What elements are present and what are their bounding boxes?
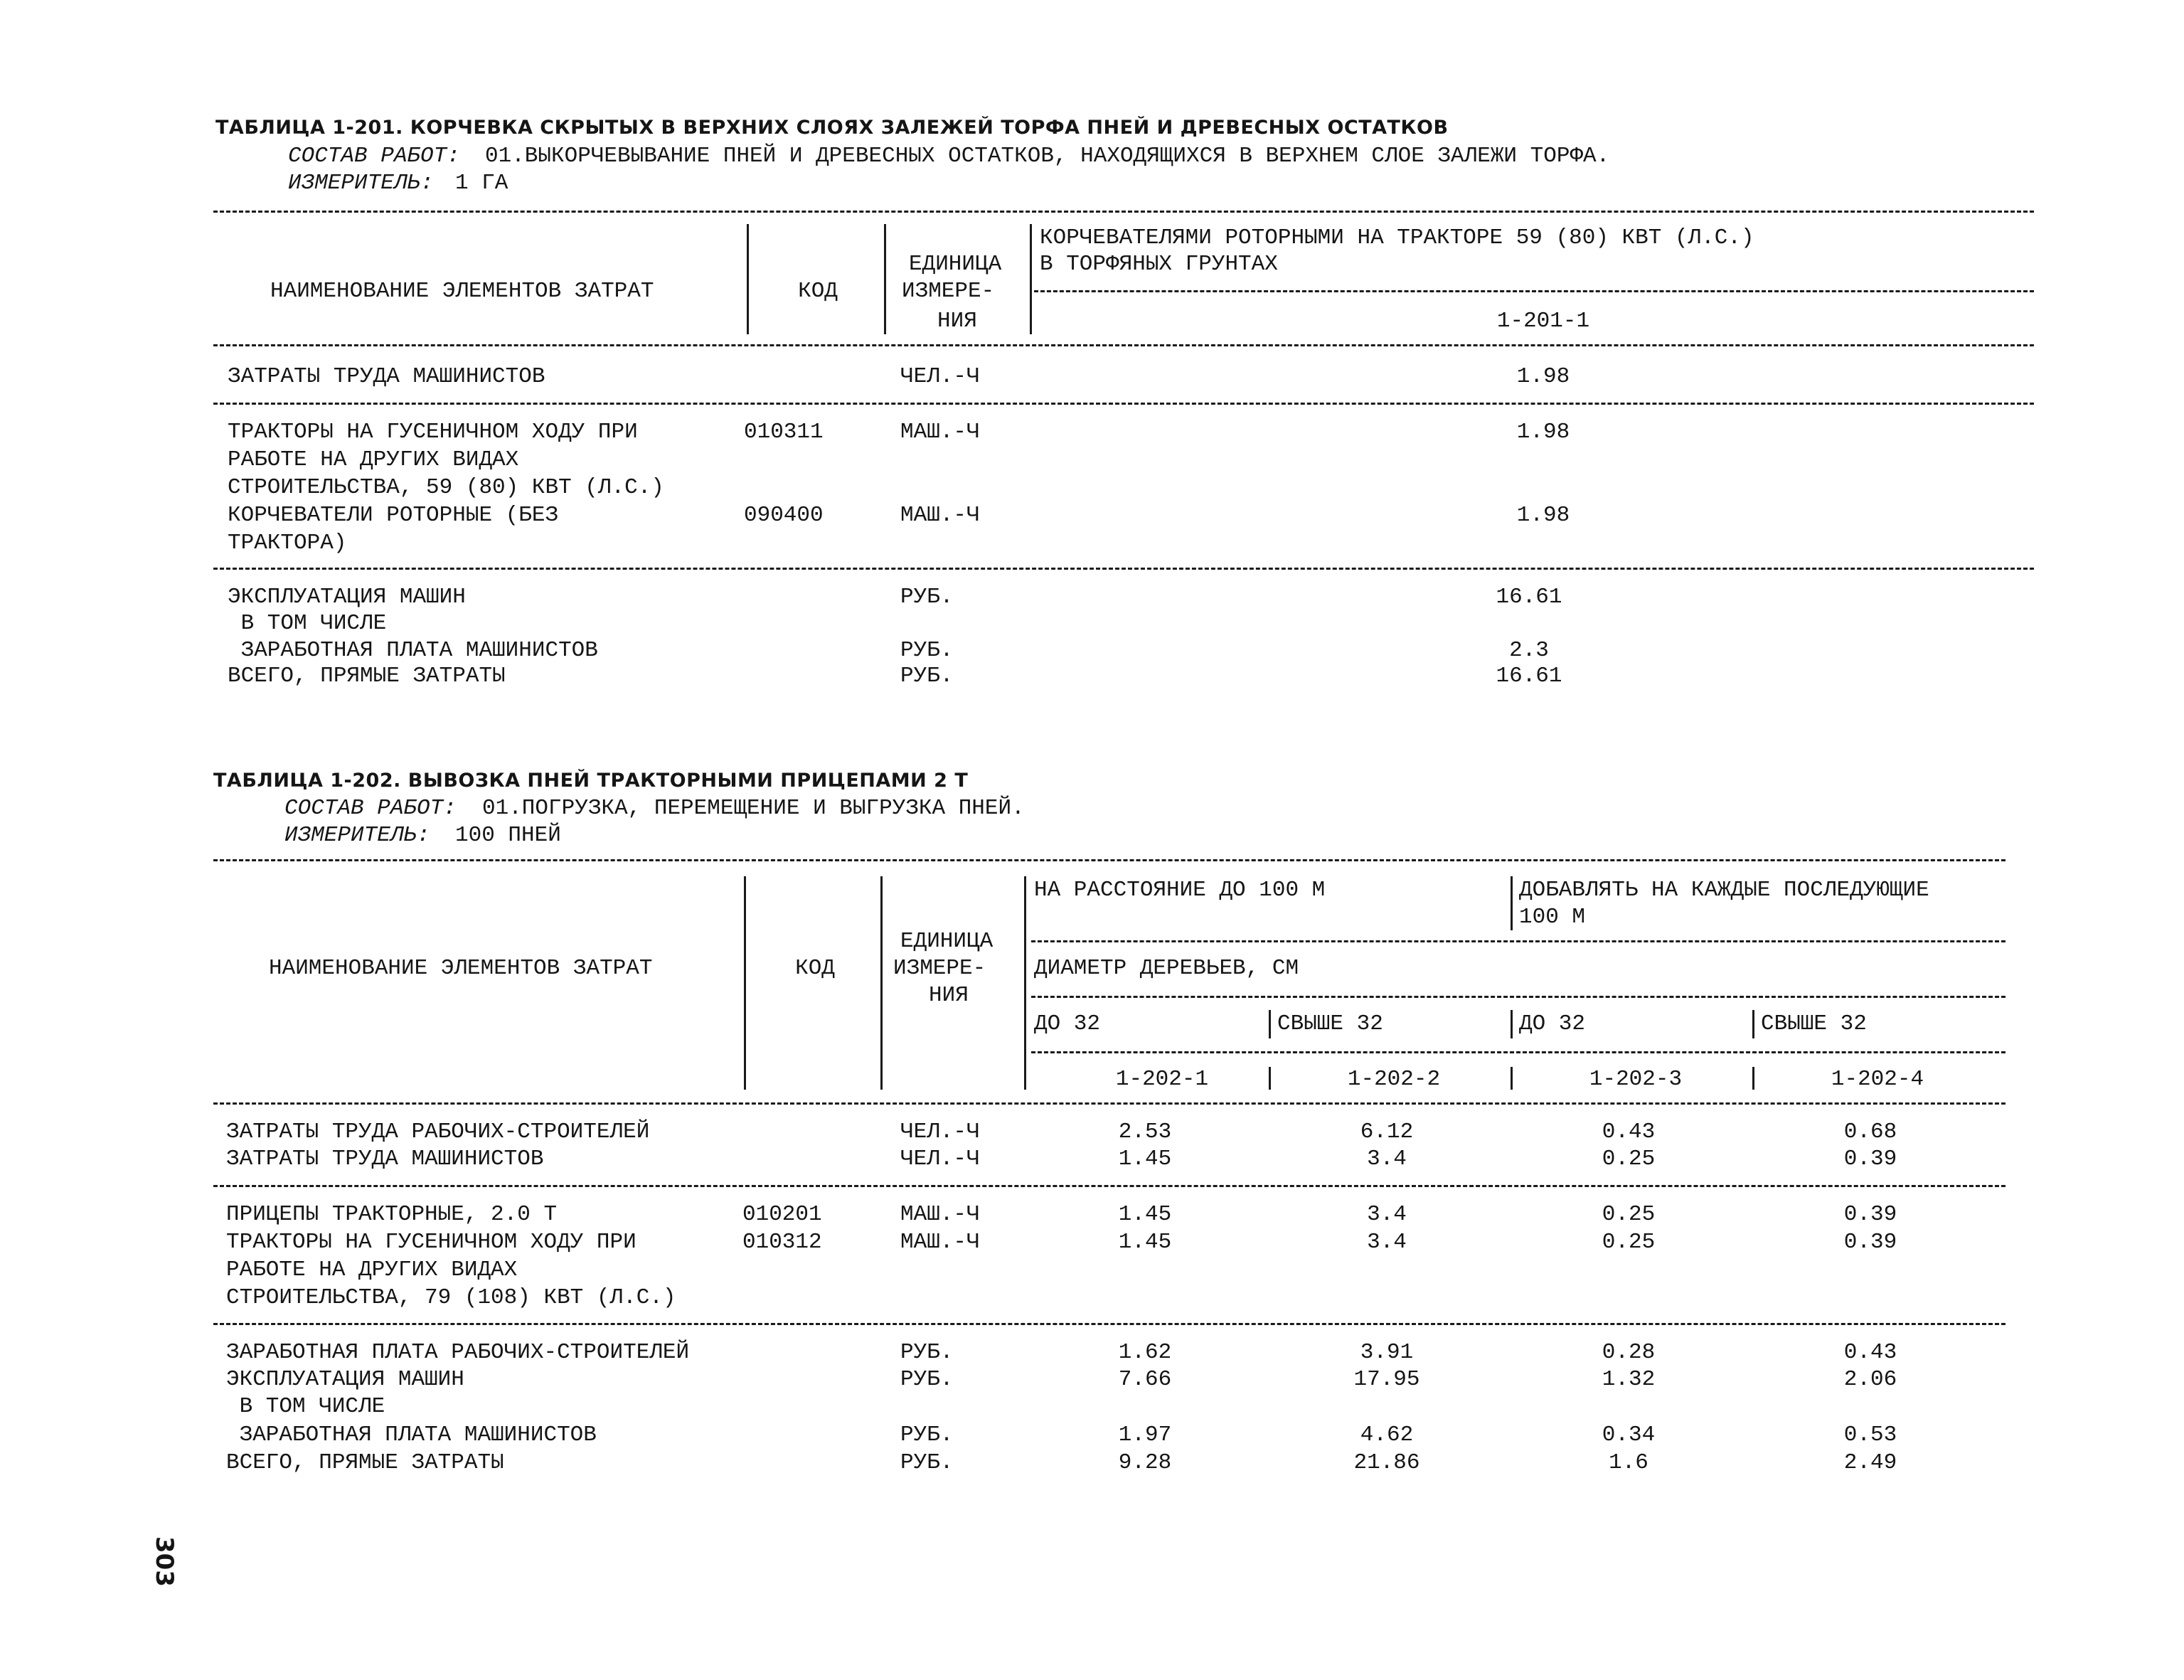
- table2-vbar: [1269, 1067, 1271, 1090]
- table2-header-name: НАИМЕНОВАНИЕ ЭЛЕМЕНТОВ ЗАТРАТ: [269, 956, 653, 981]
- table2-header-sub: ДО 32: [1519, 1011, 1586, 1036]
- table-row-name: ЗАРАБОТНАЯ ПЛАТА РАБОЧИХ-СТРОИТЕЛЕЙ: [226, 1340, 690, 1365]
- table-row-value: 3.4: [1367, 1147, 1407, 1171]
- table1-header-group: В ТОРФЯНЫХ ГРУНТАХ: [1040, 252, 1278, 277]
- table-row-value: 16.61: [1496, 664, 1562, 689]
- page-number: 303: [150, 1536, 179, 1587]
- table-row-value: 1.98: [1516, 420, 1570, 445]
- table-row-value: 2.53: [1118, 1120, 1172, 1144]
- table-row-unit: РУБ.: [900, 638, 954, 663]
- table1-header-code: КОД: [798, 279, 838, 304]
- table-row-name: В ТОМ ЧИСЛЕ: [226, 1394, 385, 1419]
- table1-title: ТАБЛИЦА 1-201. КОРЧЕВКА СКРЫТЫХ В ВЕРХНИХ СЛОЯХ ЗАЛЕЖЕЙ ТОРФА ПНЕЙ И ДРЕВЕСНЫХ ОСТАТКОВ: [215, 117, 1449, 139]
- table2-title: ТАБЛИЦА 1-202. ВЫВОЗКА ПНЕЙ ТРАКТОРНЫМИ ПРИЦЕПАМИ 2 Т: [213, 770, 969, 792]
- table2-header-subrule: [1031, 1051, 2005, 1053]
- table-row-value: 4.62: [1360, 1423, 1414, 1447]
- table-row-value: 1.98: [1516, 503, 1570, 528]
- table2-measure-label: ИЗМЕРИТЕЛЬ:: [284, 823, 430, 848]
- table1-vbar: [747, 224, 749, 334]
- table2-work-text: 01.ПОГРУЗКА, ПЕРЕМЕЩЕНИЕ И ВЫГРУЗКА ПНЕЙ.: [482, 796, 1025, 821]
- table-row-value: 1.98: [1516, 364, 1570, 389]
- table-row-name: В ТОМ ЧИСЛЕ: [228, 611, 387, 636]
- table-row-value: 9.28: [1118, 1450, 1172, 1475]
- table-row-value: 0.39: [1843, 1230, 1897, 1255]
- table2-header-col: 1-202-2: [1347, 1067, 1441, 1092]
- table-row-name: СТРОИТЕЛЬСТВА, 59 (80) КВТ (Л.С.): [228, 475, 664, 500]
- table-row-value: 2.3: [1509, 638, 1549, 663]
- table1-header-unit: ИЗМЕРЕ-: [902, 279, 995, 304]
- table1-header-col: 1-201-1: [1496, 309, 1590, 334]
- table2-header-sub: ДО 32: [1034, 1011, 1101, 1036]
- table2-header-col: 1-202-3: [1589, 1067, 1683, 1092]
- table-row-unit: ЧЕЛ.-Ч: [900, 1147, 980, 1171]
- table-row-name: ЗАТРАТЫ ТРУДА РАБОЧИХ-СТРОИТЕЛЕЙ: [226, 1120, 650, 1144]
- table-row-value: 0.39: [1843, 1202, 1897, 1227]
- table-row-value: 3.4: [1367, 1230, 1407, 1255]
- table-row-value: 21.86: [1353, 1450, 1420, 1475]
- table2-header-sub: СВЫШЕ 32: [1761, 1011, 1867, 1036]
- table2-work-label: СОСТАВ РАБОТ:: [284, 796, 457, 821]
- table-row-value: 16.61: [1496, 585, 1562, 610]
- table2-vbar: [1511, 903, 1513, 930]
- table2-header-code: КОД: [795, 956, 835, 981]
- table-row-value: 0.25: [1602, 1202, 1656, 1227]
- table1-header-name: НАИМЕНОВАНИЕ ЭЛЕМЕНТОВ ЗАТРАТ: [270, 279, 654, 304]
- table-row-value: 6.12: [1360, 1120, 1414, 1144]
- table-row-value: 1.32: [1602, 1367, 1656, 1392]
- table-row-code: 010312: [742, 1230, 822, 1255]
- table2-header-group-a: НА РАССТОЯНИЕ ДО 100 М: [1034, 878, 1326, 903]
- table2-vbar: [1752, 1067, 1754, 1090]
- table-row-name: ТРАКТОРЫ НА ГУСЕНИЧНОМ ХОДУ ПРИ: [228, 420, 638, 445]
- table2-header-subrule: [1031, 996, 2005, 998]
- table-row-value: 0.25: [1602, 1230, 1656, 1255]
- table1-work-label: СОСТАВ РАБОТ:: [288, 144, 460, 169]
- table-row-value: 0.28: [1602, 1340, 1656, 1365]
- table1-vbar: [1030, 224, 1032, 334]
- table2-vbar: [1024, 876, 1026, 1090]
- table-row-value: 3.91: [1360, 1340, 1414, 1365]
- table2-vbar: [1269, 1010, 1271, 1038]
- table2-section-rule: [213, 1185, 2005, 1187]
- table2-vbar: [880, 876, 883, 1090]
- table-row-code: 010311: [744, 420, 824, 445]
- table-row-value: 1.45: [1118, 1147, 1172, 1171]
- table1-top-rule: [213, 211, 2034, 213]
- table-row-value: 3.4: [1367, 1202, 1407, 1227]
- table-row-name: ТРАКТОРЫ НА ГУСЕНИЧНОМ ХОДУ ПРИ: [226, 1230, 636, 1255]
- table-row-value: 2.06: [1843, 1367, 1897, 1392]
- table-row-unit: РУБ.: [900, 585, 954, 610]
- table-row-unit: РУБ.: [900, 1340, 954, 1365]
- table-row-unit: РУБ.: [900, 1423, 954, 1447]
- table-row-name: ЭКСПЛУАТАЦИЯ МАШИН: [226, 1367, 464, 1392]
- table-row-value: 0.39: [1843, 1147, 1897, 1171]
- table-row-value: 7.66: [1118, 1367, 1172, 1392]
- table2-header-group-b: ДОБАВЛЯТЬ НА КАЖДЫЕ ПОСЛЕДУЮЩИЕ: [1519, 878, 1929, 903]
- table-row-value: 0.68: [1843, 1120, 1897, 1144]
- table2-header-diameter: ДИАМЕТР ДЕРЕВЬЕВ, СМ: [1034, 956, 1299, 981]
- table-row-unit: ЧЕЛ.-Ч: [900, 1120, 980, 1144]
- table-row-name: ТРАКТОРА): [228, 531, 347, 555]
- table1-vbar: [884, 224, 886, 334]
- table-row-unit: МАШ.-Ч: [900, 1202, 980, 1227]
- table2-vbar: [1511, 1010, 1513, 1038]
- table-row-unit: РУБ.: [900, 1450, 954, 1475]
- table-row-value: 17.95: [1353, 1367, 1420, 1392]
- table-row-value: 0.53: [1843, 1423, 1897, 1447]
- table1-measure-label: ИЗМЕРИТЕЛЬ:: [288, 171, 434, 196]
- table2-header-unit: ЕДИНИЦА: [900, 929, 994, 954]
- table2-top-rule: [213, 859, 2005, 861]
- table-row-value: 1.62: [1118, 1340, 1172, 1365]
- table1-header-unit: НИЯ: [937, 309, 977, 334]
- table2-vbar: [1511, 1067, 1513, 1090]
- table-row-name: ЗАТРАТЫ ТРУДА МАШИНИСТОВ: [228, 364, 545, 389]
- table1-header-rule: [213, 344, 2034, 346]
- table-row-value: 1.45: [1118, 1202, 1172, 1227]
- table-row-name: ЗАТРАТЫ ТРУДА МАШИНИСТОВ: [226, 1147, 544, 1171]
- table2-vbar: [1752, 1010, 1754, 1038]
- table1-section-rule: [213, 403, 2034, 405]
- table-row-value: 0.43: [1843, 1340, 1897, 1365]
- table-row-value: 0.34: [1602, 1423, 1656, 1447]
- table-row-name: ЗАРАБОТНАЯ ПЛАТА МАШИНИСТОВ: [228, 638, 598, 663]
- table2-header-group-b: 100 М: [1519, 905, 1586, 930]
- table2-header-col: 1-202-4: [1831, 1067, 1924, 1092]
- table-row-name: ЭКСПЛУАТАЦИЯ МАШИН: [228, 585, 466, 610]
- table2-header-rule: [213, 1102, 2005, 1105]
- table-row-unit: МАШ.-Ч: [900, 1230, 980, 1255]
- table1-measure-text: 1 ГА: [455, 171, 508, 196]
- table-row-code: 010201: [742, 1202, 822, 1227]
- table-row-name: ВСЕГО, ПРЯМЫЕ ЗАТРАТЫ: [226, 1450, 504, 1475]
- table-row-unit: РУБ.: [900, 664, 954, 689]
- table-row-value: 1.45: [1118, 1230, 1172, 1255]
- table2-header-unit: НИЯ: [929, 983, 969, 1008]
- table-row-value: 2.49: [1843, 1450, 1897, 1475]
- table1-work-text: 01.ВЫКОРЧЕВЫВАНИЕ ПНЕЙ И ДРЕВЕСНЫХ ОСТАТКОВ, НАХОДЯЩИХСЯ В ВЕРХНЕМ СЛОЕ ЗАЛЕЖИ ТОРФА.: [485, 144, 1610, 169]
- table2-measure-text: 100 ПНЕЙ: [455, 823, 561, 848]
- table2-vbar: [744, 876, 746, 1090]
- table-row-name: ЗАРАБОТНАЯ ПЛАТА МАШИНИСТОВ: [226, 1423, 597, 1447]
- table-row-code: 090400: [744, 503, 824, 528]
- table-row-value: 1.97: [1118, 1423, 1172, 1447]
- table2-header-unit: ИЗМЕРЕ-: [893, 956, 986, 981]
- table1-header-unit: ЕДИНИЦА: [909, 252, 1002, 277]
- table-row-unit: ЧЕЛ.-Ч: [900, 364, 980, 389]
- table2-header-col: 1-202-1: [1115, 1067, 1209, 1092]
- table-row-name: КОРЧЕВАТЕЛИ РОТОРНЫЕ (БЕЗ: [228, 503, 559, 528]
- table2-vbar: [1511, 876, 1513, 905]
- table-row-value: 0.43: [1602, 1120, 1656, 1144]
- table2-section-rule: [213, 1323, 2005, 1325]
- table-row-unit: РУБ.: [900, 1367, 954, 1392]
- table-row-name: ВСЕГО, ПРЯМЫЕ ЗАТРАТЫ: [228, 664, 506, 689]
- table-row-name: РАБОТЕ НА ДРУГИХ ВИДАХ: [226, 1258, 518, 1282]
- table-row-unit: МАШ.-Ч: [900, 503, 980, 528]
- table-row-unit: МАШ.-Ч: [900, 420, 980, 445]
- table-row-name: СТРОИТЕЛЬСТВА, 79 (108) КВТ (Л.С.): [226, 1285, 676, 1310]
- table1-section-rule: [213, 568, 2034, 570]
- table-row-value: 1.6: [1609, 1450, 1648, 1475]
- table2-header-subrule: [1031, 940, 2005, 942]
- table1-header-subrule: [1034, 290, 2034, 292]
- table2-header-sub: СВЫШЕ 32: [1277, 1011, 1383, 1036]
- table-row-value: 0.25: [1602, 1147, 1656, 1171]
- table-row-name: РАБОТЕ НА ДРУГИХ ВИДАХ: [228, 447, 519, 472]
- table-row-name: ПРИЦЕПЫ ТРАКТОРНЫЕ, 2.0 Т: [226, 1202, 558, 1227]
- table1-header-group: КОРЧЕВАТЕЛЯМИ РОТОРНЫМИ НА ТРАКТОРЕ 59 (80) КВТ (Л.С.): [1040, 225, 1754, 250]
